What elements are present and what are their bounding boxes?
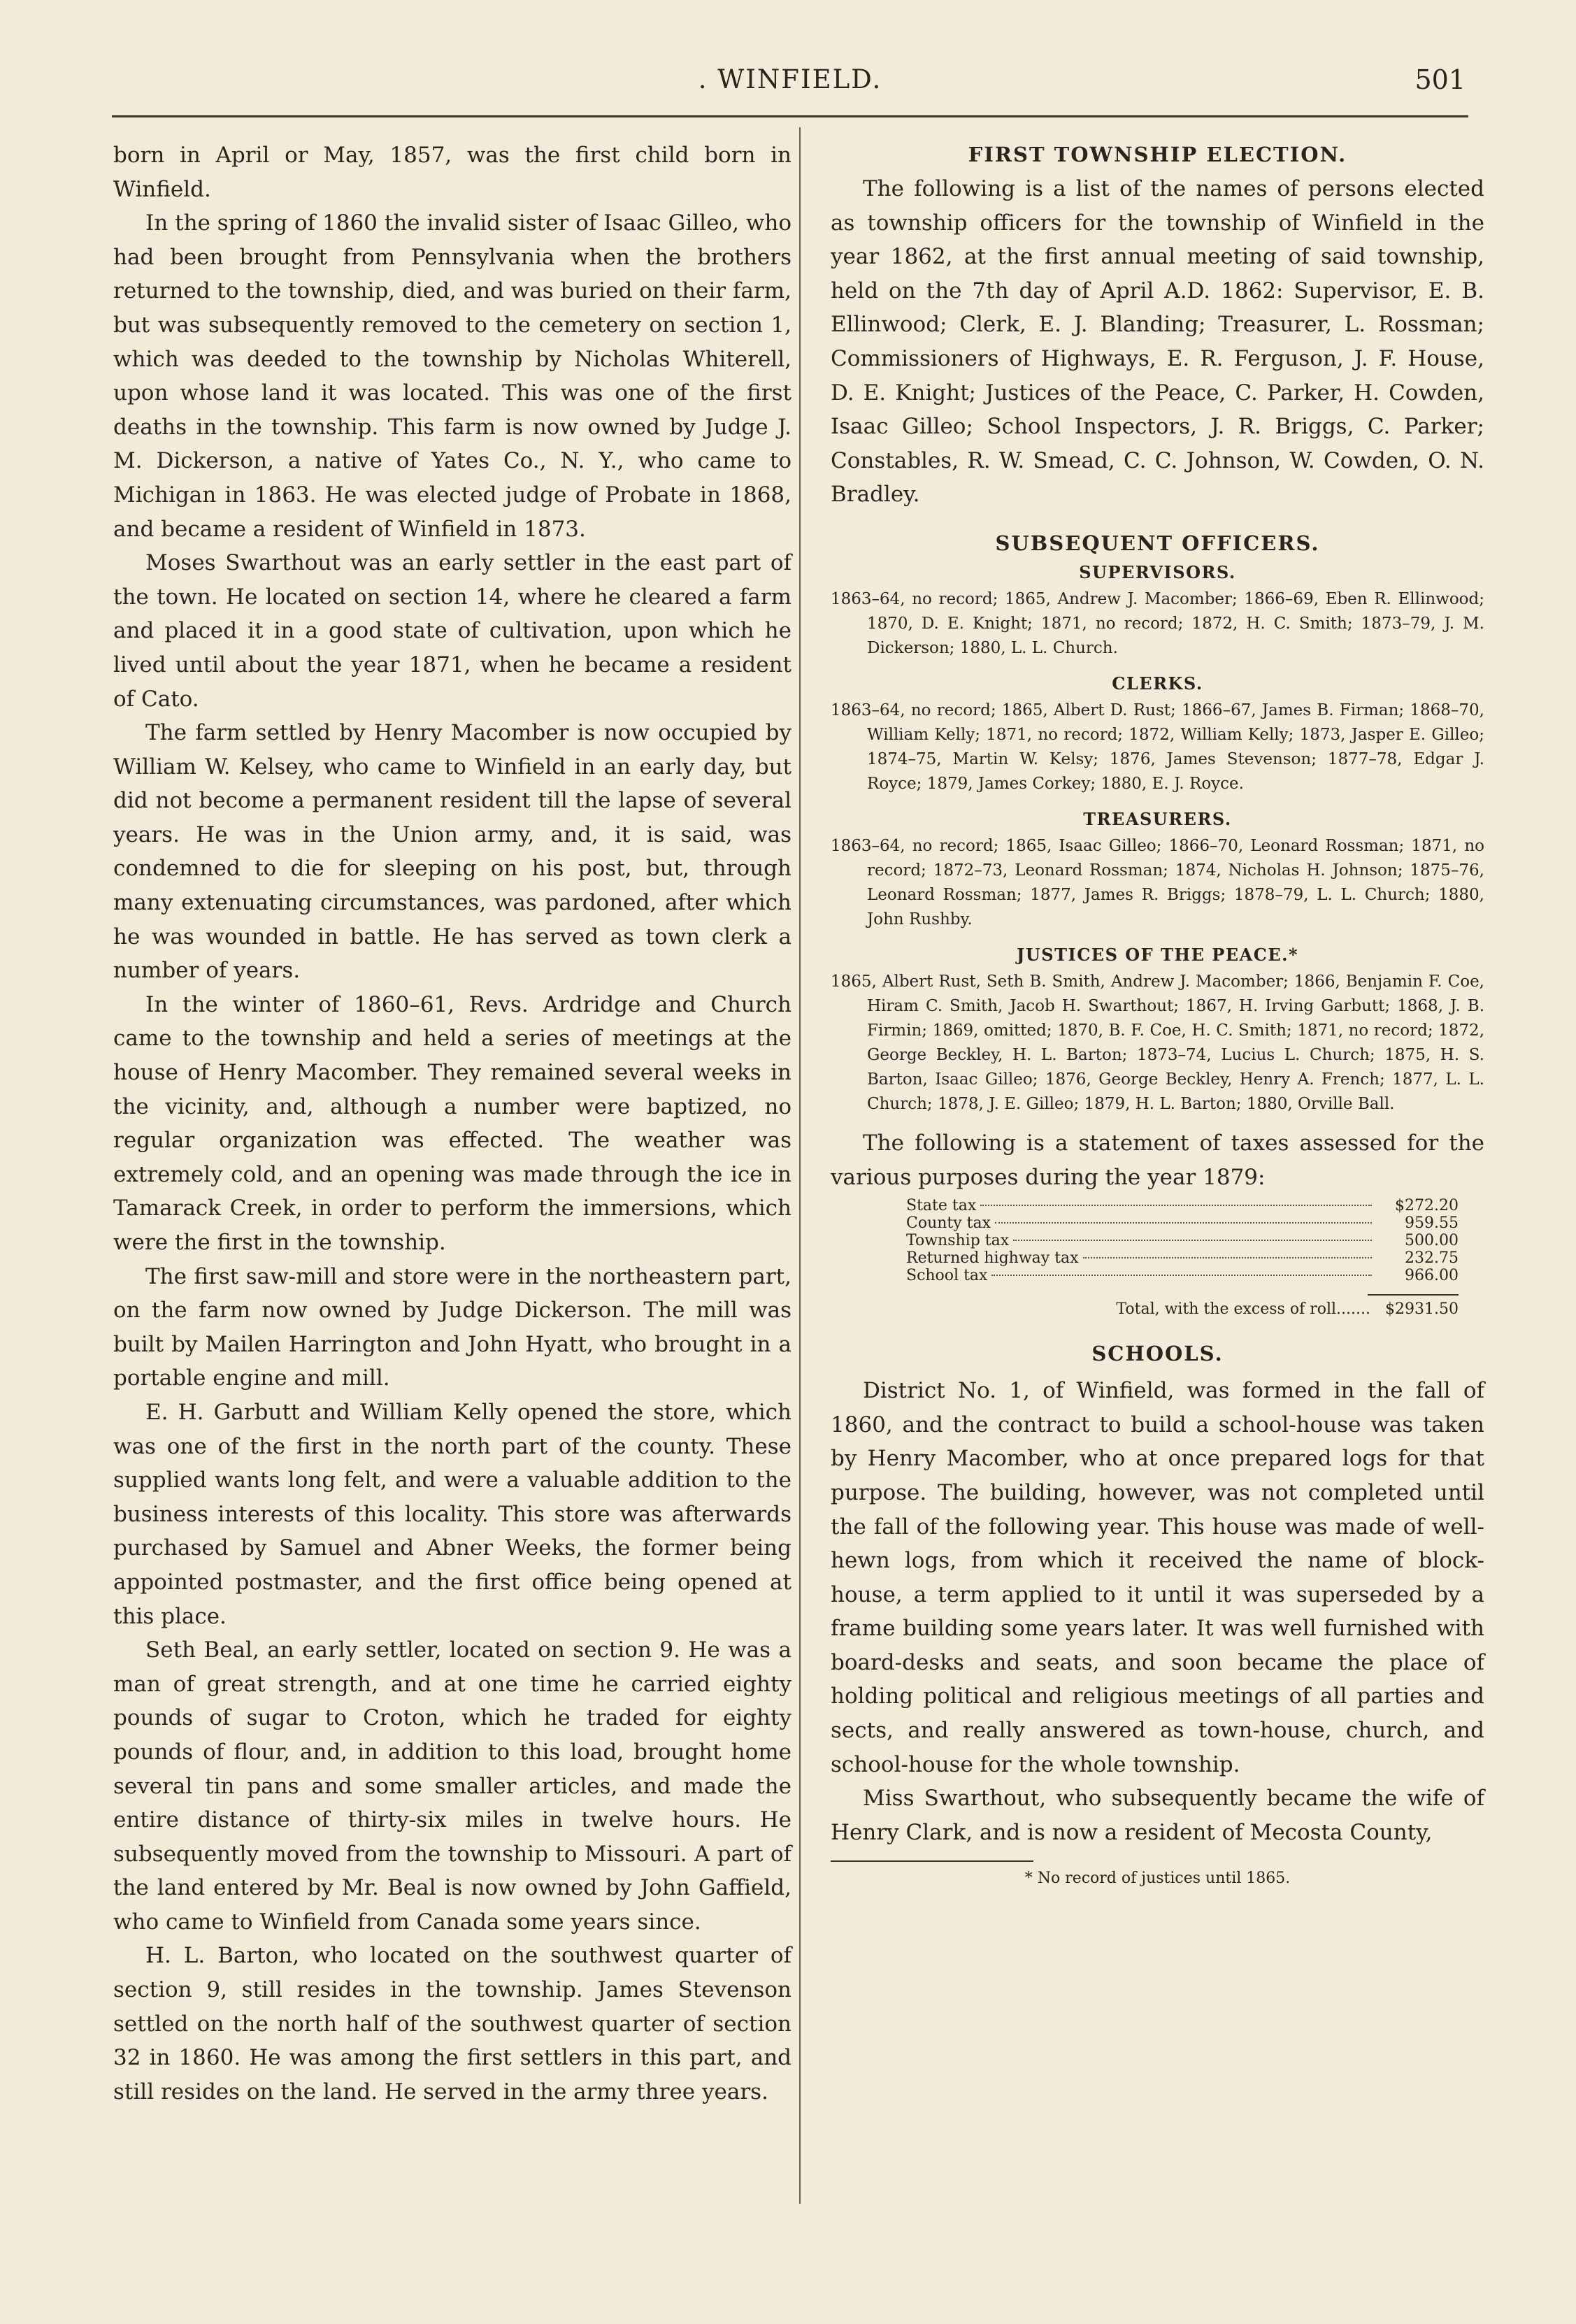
election-heading: FIRST TOWNSHIP ELECTION.: [968, 143, 1347, 166]
paragraph: E. H. Garbutt and William Kelly opened the store, which was one of the first in the north part of the county. These supplied wants long felt, and were a valuable addition to the business interests of this locality. This store was afterwards purchased by Samuel and Abner Weeks, the former being appointed postmaster, and the first office being opened at this place.: [113, 1399, 791, 1629]
page-number: 501: [1414, 64, 1466, 95]
clerks-heading: CLERKS.: [1112, 673, 1203, 694]
subsequent-officers-heading: SUBSEQUENT OFFICERS.: [995, 531, 1320, 555]
election-paragraph: The following is a list of the names of persons elected as township officers for the township of Winfield in the year 1862, at the first annual meeting of said township, held on the 7th day of April A.D. 1862: Supervisor, E. B. Ellinwood; Clerk, E. J. Blanding; Treasurer, L. Rossman; Commissioners of Highways, E. R. Ferguson, J. F. House, D. E. Knight; Justices of the Peace, C. Parker, H. Cowden, Isaac Gilleo; School Inspectors, J. R. Briggs, C. Parker; Constables, R. W. Smead, C. C. Johnson, W. Cowden, O. N. Bradley.: [831, 176, 1484, 508]
paragraph: In the winter of 1860–61, Revs. Ardridge and Church came to the township and held a series of meetings at the house of Henry Macomber. They remained several weeks in the vicinity, and, although a number were baptized, no regular organization was effected. The weather was extremely cold, and an opening was made through the ice in Tamarack Creek, in order to perform the immersions, which were the first in the township.: [113, 991, 791, 1255]
paragraph: Seth Beal, an early settler, located on section 9. He was a man of great strength, and at one time he carried eighty pounds of sugar to Croton, which he traded for eighty pounds of flour, and, in addition to this load, brought home several tin pans and some smaller articles, and made the entire distance of thirty-six miles in twelve hours. He subsequently moved from the township to Missouri. A part of the land entered by Mr. Beal is now owned by John Gaffield, who came to Winfield from Canada some years since.: [113, 1637, 791, 1935]
tax-total-label: Total, with the excess of roll.......: [1116, 1300, 1370, 1319]
tax-total-row: [906, 1300, 1459, 1319]
tax-label: County tax: [906, 1214, 991, 1233]
taxes-intro: The following is a statement of taxes assessed for the various purposes during the year 1879:: [831, 1130, 1484, 1190]
tax-amount: 966.00: [1405, 1267, 1459, 1285]
schools-heading: SCHOOLS.: [1091, 1342, 1224, 1366]
tax-table: [906, 1197, 1459, 1319]
tax-row: [906, 1214, 1459, 1232]
paragraph: born in April or May, 1857, was the first child born in Winfield.: [113, 143, 791, 202]
paragraph: The farm settled by Henry Macomber is now occupied by William W. Kelsey, who came to Winfield in an early day, but did not become a permanent resident till the lapse of several years. He was in the Union army, and, it is said, was condemned to die for sleeping on his post, but, through many extenuating circumstances, was pardoned, after which he was wounded in battle. He has served as town clerk a number of years.: [113, 720, 791, 984]
schools-paragraph: Miss Swarthout, who subsequently became the wife of Henry Clark, and is now a resident of Mecosta County,: [831, 1786, 1484, 1845]
dot-leader: [1083, 1257, 1372, 1258]
tax-row: [906, 1197, 1459, 1214]
tax-row: [906, 1249, 1459, 1267]
tax-amount: 959.55: [1405, 1214, 1459, 1233]
dot-leader: [991, 1275, 1372, 1276]
tax-amount: 232.75: [1405, 1249, 1459, 1268]
tax-amount: 500.00: [1405, 1232, 1459, 1250]
dot-leader: [980, 1205, 1372, 1206]
paragraph: In the spring of 1860 the invalid sister of Isaac Gilleo, who had been brought from Pennsylvania when the brothers returned to the township, died, and was buried on their farm, but was subsequently removed to the cemetery on section 1, which was deeded to the township by Nicholas Whiterell, upon whose land it was located. This was one of the first deaths in the township. This farm is now owned by Judge J. M. Dickerson, a native of Yates Co., N. Y., who came to Michigan in 1863. He was elected judge of Probate in 1868, and became a resident of Winfield in 1873.: [113, 210, 792, 542]
paragraph: H. L. Barton, who located on the southwest quarter of section 9, still resides in the township. James Stevenson settled on the north half of the southwest quarter of section 32 in 1860. He was among the first settlers in this part, and still resides on the land. He served in the army three years.: [113, 1943, 791, 2104]
tax-label: Township tax: [906, 1232, 1010, 1250]
treasurers-list: 1863–64, no record; 1865, Isaac Gilleo; 1866–70, Leonard Rossman; 1871, no record; 1872–73, Leonard Rossman; 1874, Nicholas H. Johnson; 1875–76, Leonard Rossman; 1877, James R. Briggs; 1878–79, L. L. Church; 1880, John Rushby.: [831, 836, 1484, 928]
tax-label: Returned highway tax: [906, 1249, 1079, 1268]
total-rule: [1368, 1294, 1459, 1296]
header-rule: [112, 115, 1468, 117]
justices-heading: JUSTICES OF THE PEACE.*: [1016, 944, 1299, 965]
justices-list: 1865, Albert Rust, Seth B. Smith, Andrew J. Macomber; 1866, Benjamin F. Coe, Hiram C. Smith, Jacob H. Swarthout; 1867, H. Irving Garbutt; 1868, J. B. Firmin; 1869, omitted; 1870, B. F. Coe, H. C. Smith; 1871, no record; 1872, George Beckley, H. L. Barton; 1873–74, Lucius L. Church; 1875, H. S. Barton, Isaac Gilleo; 1876, George Beckley, Henry A. French; 1877, L. L. Church; 1878, J. E. Gilleo; 1879, H. L. Barton; 1880, Orville Ball.: [831, 972, 1484, 1113]
tax-label: School tax: [906, 1267, 988, 1285]
supervisors-list: 1863–64, no record; 1865, Andrew J. Macomber; 1866–69, Eben R. Ellinwood; 1870, D. E. Knight; 1871, no record; 1872, H. C. Smith; 1873–79, J. M. Dickerson; 1880, L. L. Church.: [831, 589, 1484, 657]
dot-leader: [995, 1222, 1372, 1224]
right-column: [831, 138, 1484, 1888]
tax-row: [906, 1232, 1459, 1249]
footnote: * No record of justices until 1865.: [1024, 1870, 1291, 1888]
supervisors-heading: SUPERVISORS.: [1079, 561, 1236, 582]
column-divider: [799, 127, 801, 2204]
dot-leader: [1013, 1240, 1372, 1241]
page-header: [112, 64, 1468, 106]
left-column: [113, 138, 791, 2109]
tax-amount: $272.20: [1395, 1197, 1459, 1215]
schools-paragraph: District No. 1, of Winfield, was formed in the fall of 1860, and the contract to build a school-house was taken by Henry Macomber, who at once prepared logs for that purpose. The building, however, was not completed until the fall of the following year. This house was made of well-hewn logs, from which it received the name of block-house, a term applied to it until it was superseded by a frame building some years later. It was well furnished with board-desks and seats, and soon became the place of holding political and religious meetings of all parties and sects, and really answered as town-house, church, and school-house for the whole township.: [831, 1378, 1484, 1777]
paragraph: Moses Swarthout was an early settler in the east part of the town. He located on section 14, where he cleared a farm and placed it in a good state of cultivation, upon which he lived until about the year 1871, when he became a resident of Cato.: [113, 550, 791, 712]
tax-label: State tax: [906, 1197, 977, 1215]
paragraph: The first saw-mill and store were in the northeastern part, on the farm now owned by Judge Dickerson. The mill was built by Mailen Harrington and John Hyatt, who brought in a portable engine and mill.: [113, 1263, 791, 1391]
running-title: . WINFIELD.: [698, 64, 882, 94]
tax-row: [906, 1267, 1459, 1284]
footnote-rule: [831, 1860, 1033, 1862]
tax-total-amount: $2931.50: [1385, 1300, 1459, 1319]
clerks-list: 1863–64, no record; 1865, Albert D. Rust; 1866–67, James B. Firman; 1868–70, William Kelly; 1871, no record; 1872, William Kelly; 1873, Jasper E. Gilleo; 1874–75, Martin W. Kelsy; 1876, James Stevenson; 1877–78, Edgar J. Royce; 1879, James Corkey; 1880, E. J. Royce.: [831, 701, 1484, 793]
treasurers-heading: TREASURERS.: [1083, 808, 1232, 829]
